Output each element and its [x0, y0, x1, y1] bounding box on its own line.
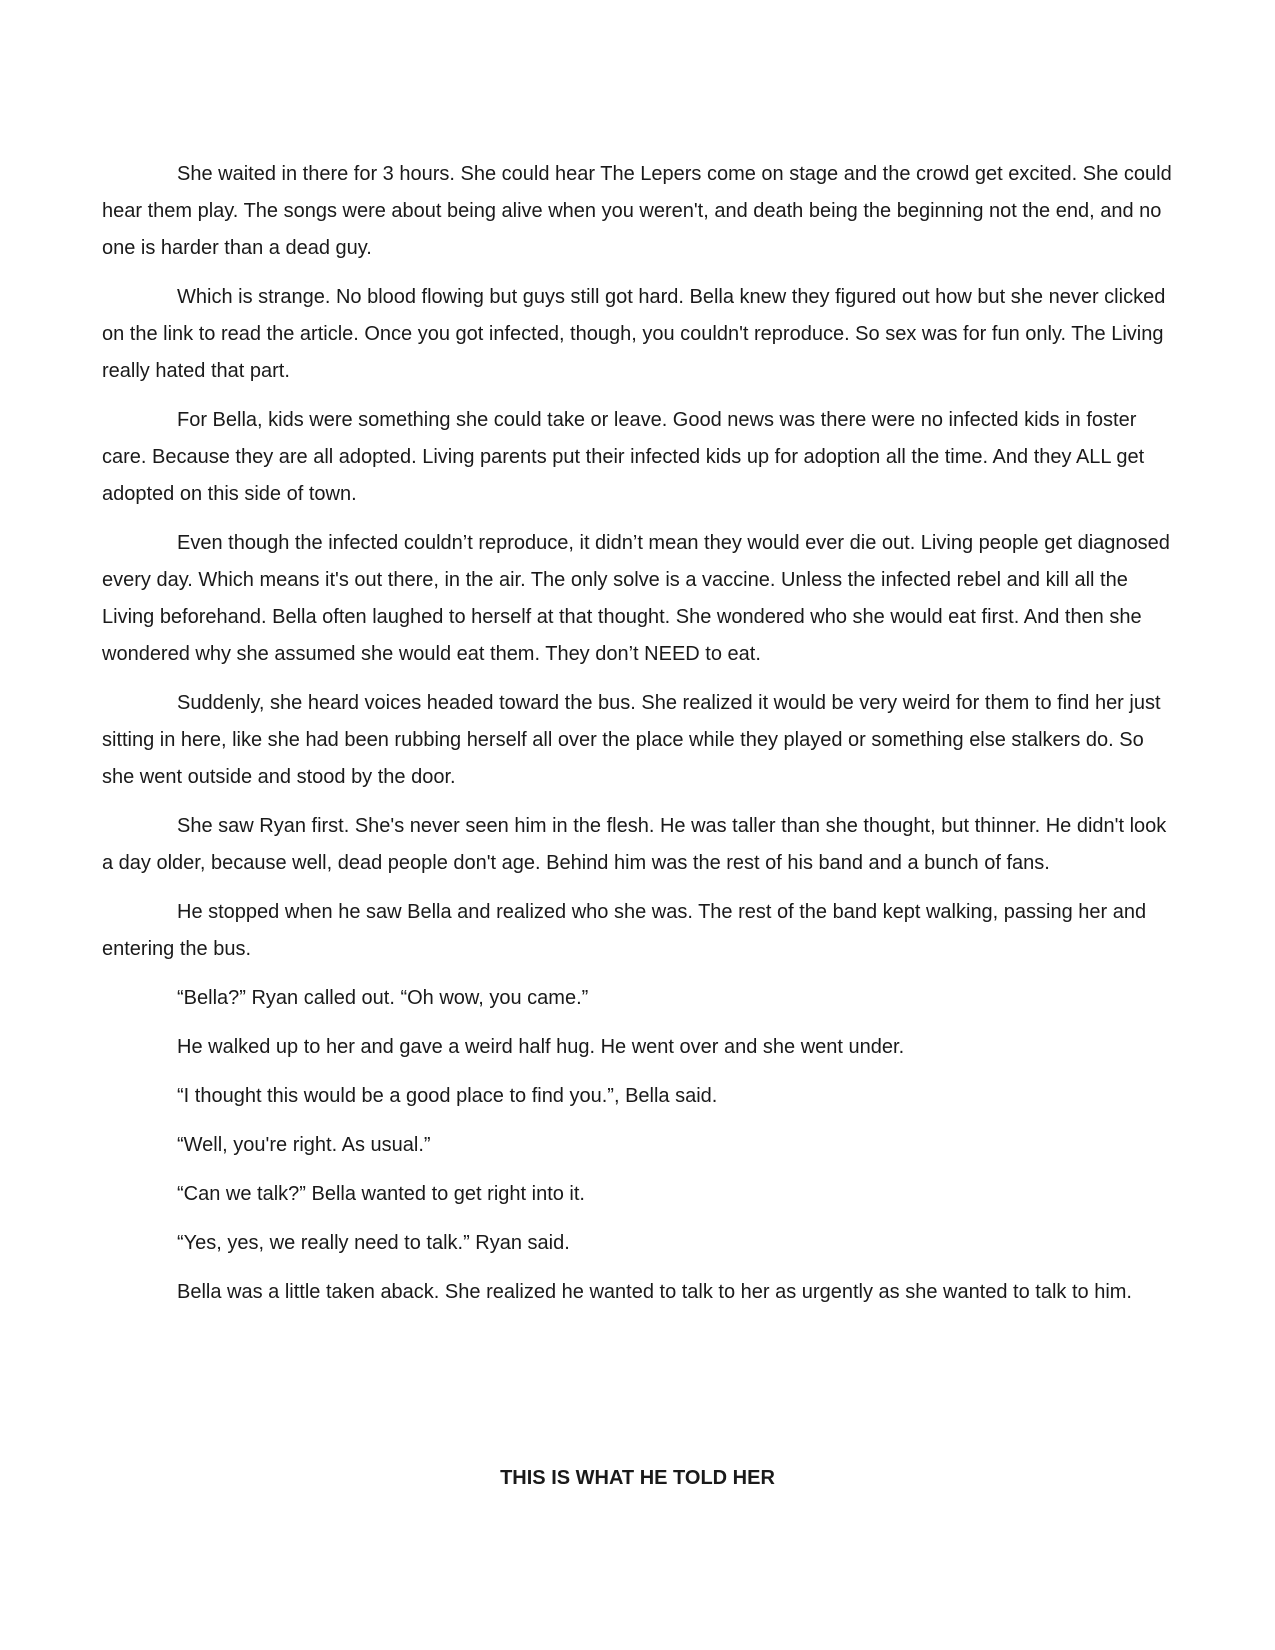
paragraph: He stopped when he saw Bella and realized who she was. The rest of the band kept walking, passing her and entering the bus.	[102, 901, 1147, 960]
dialogue-line: “Can we talk?” Bella wanted to get right into it.	[177, 1183, 585, 1205]
paragraph: Which is strange. No blood flowing but guys still got hard. Bella knew they figured out how but she never clicked on the link to read the article. Once you got infected, though, you couldn't reproduce. So sex was for fun only. The Living really hated that part.	[102, 286, 1166, 382]
dialogue-line: “Yes, yes, we really need to talk.” Ryan said.	[177, 1232, 570, 1254]
paragraph: She saw Ryan first. She's never seen him in the flesh. He was taller than she thought, but thinner. He didn't look a day older, because well, dead people don't age. Behind him was the rest of his band and a bunch of fans.	[102, 815, 1167, 874]
paragraph: Suddenly, she heard voices headed toward the bus. She realized it would be very weird for them to find her just sitting in here, like she had been rubbing herself all over the place while they played or something else stalkers do. So she went outside and stood by the door.	[102, 692, 1161, 788]
paragraph: She waited in there for 3 hours. She could hear The Lepers come on stage and the crowd get excited. She could hear them play. The songs were about being alive when you weren't, and death being the beginning not the end, and no one is harder than a dead guy.	[102, 163, 1172, 259]
paragraph: For Bella, kids were something she could take or leave. Good news was there were no infected kids in foster care. Because they are all adopted. Living parents put their infected kids up for adoption all the time. And they ALL get adopted on this side of town.	[102, 409, 1145, 505]
section-heading: THIS IS WHAT HE TOLD HER	[500, 1467, 775, 1489]
paragraph: He walked up to her and gave a weird half hug. He went over and she went under.	[177, 1036, 905, 1058]
dialogue-line: “Bella?” Ryan called out. “Oh wow, you came.”	[177, 987, 589, 1009]
dialogue-line: “I thought this would be a good place to find you.”, Bella said.	[177, 1085, 718, 1107]
paragraph: Even though the infected couldn’t reproduce, it didn’t mean they would ever die out. Living people get diagnosed every day. Which means it's out there, in the air. The only solve is a vaccine. Unless the infected rebel and kill all the Living beforehand. Bella often laughed to herself at that thought. She wondered who she would eat first. And then she wondered why she assumed she would eat them. They don’t NEED to eat.	[102, 532, 1170, 665]
dialogue-line: “Well, you're right. As usual.”	[177, 1134, 431, 1156]
body-text	[102, 156, 1178, 1323]
paragraph: Bella was a little taken aback. She realized he wanted to talk to her as urgently as she wanted to talk to him.	[177, 1281, 1132, 1303]
